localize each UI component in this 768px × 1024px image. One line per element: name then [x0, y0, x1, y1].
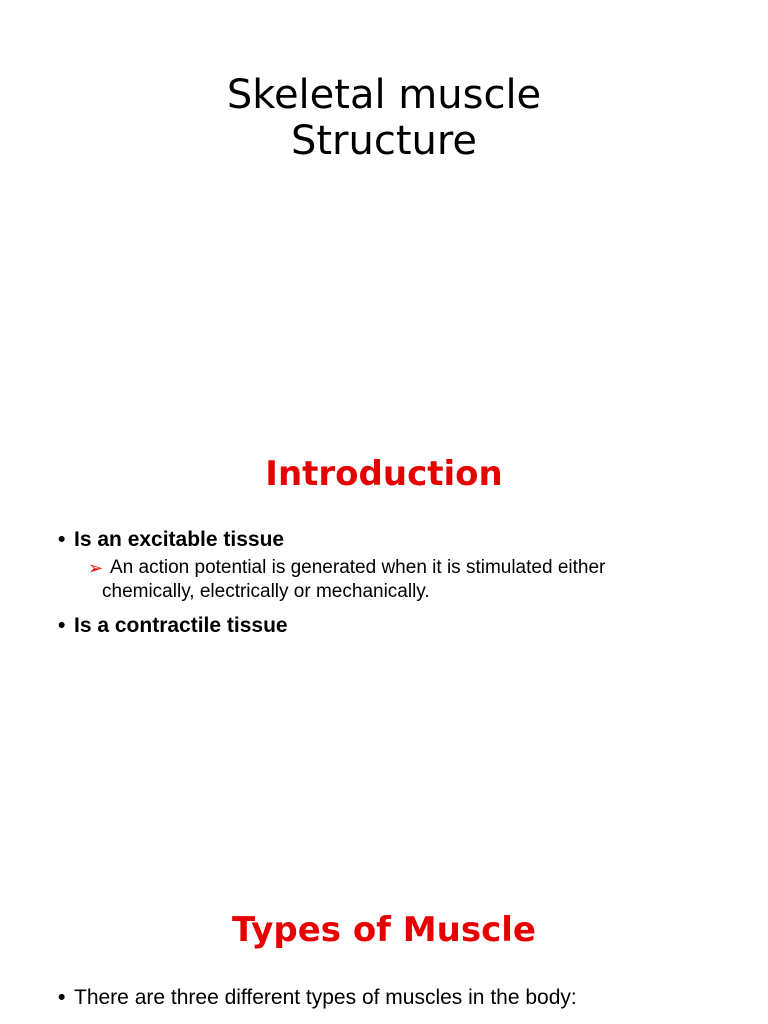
slide-introduction	[0, 420, 768, 870]
bullet-excitable	[56, 526, 736, 554]
bullet-three-types	[56, 984, 736, 1012]
bullet-contractile	[56, 612, 736, 640]
arrow-bullet-icon: ➢	[88, 558, 104, 578]
introduction-bullets	[56, 526, 736, 642]
sub-bullet-action-potential	[88, 556, 736, 604]
bullet-icon: •	[58, 986, 66, 1009]
bullet-text: There are three different types of muscles in the body:	[74, 986, 577, 1009]
types-bullets	[56, 984, 736, 1014]
sub-bullet-text-line-1: An action potential is generated when it is stimulated either	[110, 557, 606, 578]
sub-bullet-text-line-2: chemically, electrically or mechanically.	[102, 581, 430, 602]
bullet-icon: •	[58, 528, 66, 551]
bullet-text: Is a contractile tissue	[74, 614, 288, 637]
types-heading: Types of Muscle	[232, 910, 536, 950]
title-line-1: Skeletal muscle	[226, 72, 542, 118]
bullet-text: Is an excitable tissue	[74, 528, 285, 551]
title-line-2: Structure	[290, 118, 478, 164]
introduction-heading: Introduction	[265, 454, 503, 494]
slide-types-of-muscle	[0, 870, 768, 1024]
page-title	[0, 72, 768, 164]
slide-title	[0, 0, 768, 420]
bullet-icon: •	[58, 614, 66, 637]
